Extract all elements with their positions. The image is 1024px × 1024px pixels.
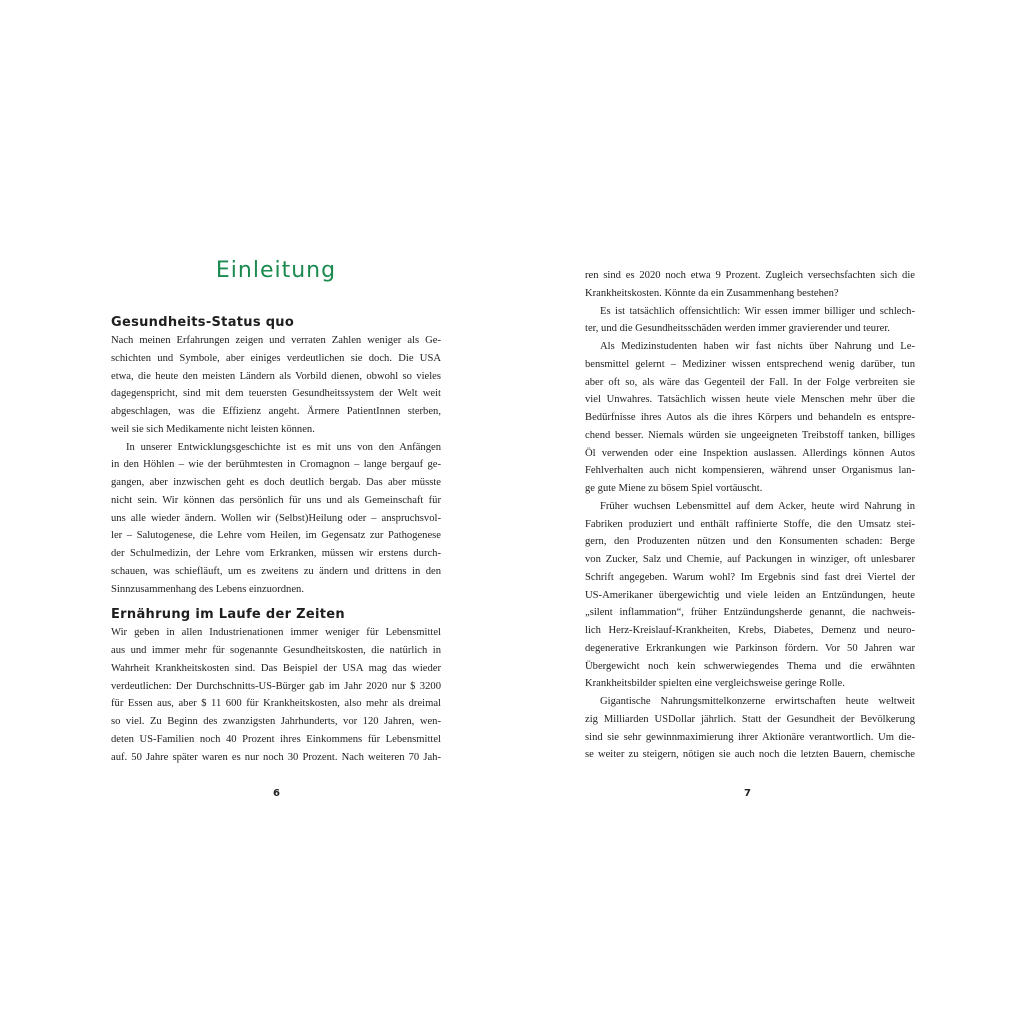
text-line: von Zucker, Salz und Chemie, auf Packungen in winziger, oft unlesbarer (585, 554, 915, 565)
text-line: schauen, was schiefläuft, um es zweitens zu ändern und drittens in den (111, 565, 441, 577)
text-line: „silent inflammation“, früher Entzündungsherde genannt, die nachweis- (585, 607, 915, 619)
text-line: weil sie sich Medikamente nicht leisten können. (111, 423, 315, 435)
text-line: sind sie sehr gewinnmaximierung ihrer Aktionäre verantwortlich. Um die- (585, 731, 915, 743)
text-line: für Essen aus, aber $ 11 600 für Krankheitskosten, also mehr als dreimal (111, 698, 441, 710)
text-line: ler – Salutogenese, die Lehre vom Heilen, im Gegensatz zur Pathogenese (111, 530, 441, 542)
text-line: nicht sein. Wir können das persönlich für uns und als Gemeinschaft für (111, 494, 441, 506)
chapter-title: Einleitung (215, 258, 337, 283)
text-line: gern, den Produzenten nützen und den Konsumenten schaden: Berge (585, 536, 915, 548)
text-line: Fabriken produziert und enthält raffinierte Stoffe, die den Umsatz stei- (585, 518, 915, 530)
text-line: lich Herz-Kreislauf-Krankheiten, Krebs, Diabetes, Demenz und neuro- (585, 625, 915, 636)
text-line: Krankheitskosten. Könnte da ein Zusammenhang bestehen? (585, 287, 839, 299)
text-line: bensmittel gelernt – Mediziner wissen entsprechend wenig darüber, tun (585, 358, 915, 370)
text-line: ge gute Miene zu bösem Spiel vortäuscht. (585, 483, 763, 494)
text-line: Sinnzusammenhang des Lebens einzuordnen. (111, 583, 304, 595)
text-line: schichten und Symbole, aber einiges verdeutlichen sie doch. Die USA (111, 352, 441, 364)
text-line: US-Amerikaner übergewichtig und viele leiden an Entzündungen, heute (585, 589, 915, 601)
text-line: Schrift angegeben. Warum wohl? Im Ergebnis sind fast drei Viertel der (585, 571, 915, 583)
section1-paragraphs (111, 332, 441, 598)
text-line: Bedürfnisse ihres Autos als die ihres Körpers und behandeln es entspre- (585, 412, 915, 423)
text-line: Fehlverhalten auch nicht kompensieren, während unser Organismus lan- (585, 465, 915, 477)
text-line: ren sind es 2020 noch etwa 9 Prozent. Zugleich versechsfachten sich die (585, 270, 915, 281)
text-line: aber oft so, als wäre das Gegenteil der Fall. In der Folge verbreiten sie (585, 376, 915, 388)
text-line: Früher wuchsen Lebensmittel auf dem Acker, heute wird Nahrung in (600, 500, 915, 512)
right-text-column (585, 267, 915, 764)
text-line: abgeschlagen, was die Effizienz angeht. Ärmere PatientInnen sterben, (111, 406, 441, 417)
text-line: Wahrheit Krankheitskosten sind. Das Beispiel der USA mag das wieder (111, 662, 441, 674)
text-line: Wir geben in allen Industrienationen immer weniger für Lebensmittel (111, 627, 441, 639)
right-page (512, 0, 1024, 1024)
text-line: Als Medizinstudenten haben wir fast nichts über Nahrung und Le- (600, 341, 915, 352)
page-number: 7 (744, 788, 751, 799)
text-line: chend besser. Niemals würden sie ungeeigneten Treibstoff tanken, billiges (585, 429, 915, 441)
text-line: uns alle wieder ändern. Wollen wir (Selbst)Heilung oder – anspruchsvol- (111, 512, 441, 524)
text-line: In unserer Entwicklungsgeschichte ist es mit uns von den Anfängen (126, 441, 441, 453)
text-line: zig Milliarden USDollar jährlich. Statt der Gesundheit der Bevölkerung (585, 713, 915, 725)
text-line: degenerative Erkrankungen wie Parkinson fördern. Vor 50 Jahren war (585, 642, 915, 654)
text-line: ter, und die Gesundheitsschäden werden immer gravierender und teurer. (585, 323, 890, 335)
page-number: 6 (273, 788, 280, 799)
section-heading-status-quo: Gesundheits-Status quo (111, 315, 295, 330)
text-line: Gigantische Nahrungsmittelkonzerne erwirtschaften heute weltweit (600, 696, 915, 707)
text-line: so viel. Zu Beginn des zwanzigsten Jahrhunderts, vor 120 Jahren, wen- (111, 716, 441, 727)
left-text-column (111, 314, 441, 766)
text-line: Öl verwenden oder eine Inspektion auslassen. Allerdings können Autos (585, 447, 915, 459)
text-line: der Schulmedizin, der Lehre vom Erkranken, müssen wir erstens durch- (111, 548, 441, 559)
text-line: aus und immer mehr für sogenannte Gesundheitskosten, die natürlich in (111, 645, 441, 656)
text-line: verdeutlichen: Der Durchschnitts-US-Bürger gab im Jahr 2020 nur $ 3200 (111, 680, 441, 692)
text-line: Es ist tatsächlich offensichtlich: Wir essen immer billiger und schlech- (600, 305, 915, 317)
text-line: viel Unwahres. Tatsächlich wissen heute viele Menschen mehr über die (585, 394, 915, 406)
text-line: Krankheitsbilder spielten eine vergleichsweise geringe Rolle. (585, 678, 845, 690)
text-line: in den Höhlen – wie der berühmtesten in Cromagnon – lange bergauf ge- (111, 459, 441, 471)
text-line: Übergewicht noch kein schwerwiegendes Thema und die erwähnten (585, 660, 915, 672)
text-line: Nach meinen Erfahrungen zeigen und verraten Zahlen weniger als Ge- (111, 335, 441, 346)
section2-paragraphs (111, 624, 441, 766)
text-line: etwa, die heute den meisten Ländern als Vorbild dienen, obwohl so vieles (111, 370, 441, 382)
text-line: gangen, aber inzwischen geht es doch deutlich bergab. Das aber müsste (111, 477, 441, 488)
text-line: deten US-Familien noch 40 Prozent ihres Einkommens für Lebensmittel (111, 733, 441, 745)
section-heading-ernaehrung: Ernährung im Laufe der Zeiten (111, 607, 345, 623)
text-line: se weiter zu steigern, nötigen sie auch noch die letzten Bauern, chemische (585, 749, 915, 761)
text-line: dagegenspricht, sind mit dem teuersten Gesundheitssystem der Welt weit (111, 388, 441, 400)
text-line: auf. 50 Jahre später waren es nur noch 30 Prozent. Nach weiteren 70 Jah- (111, 751, 441, 763)
